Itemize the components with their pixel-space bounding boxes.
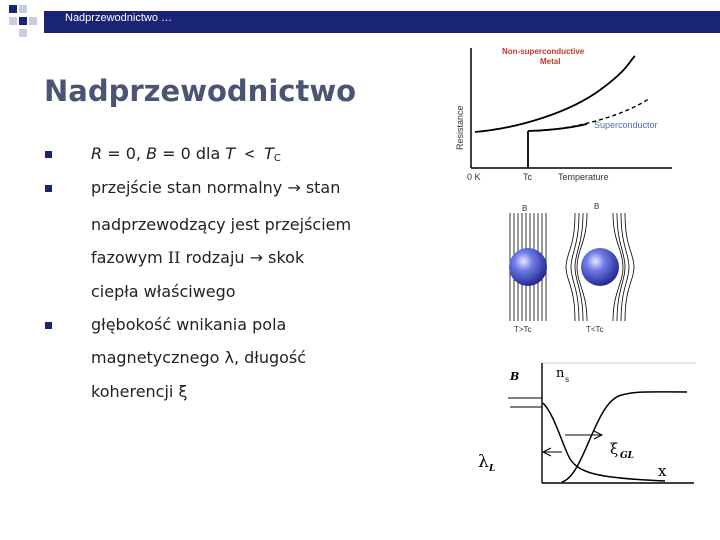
slide-header (0, 0, 720, 38)
superconductor-curve (528, 124, 587, 131)
decor-square (9, 5, 17, 13)
label-superconductor: Superconductor (594, 120, 658, 130)
label-t-above-tc: T>Tc (514, 325, 532, 334)
text-part: fazowym (91, 248, 168, 267)
bullet-3-line-2: magnetycznego λ, długość (91, 348, 307, 367)
label-b-right: B (594, 202, 600, 211)
header-title: Nadprzewodnictwo … (65, 12, 172, 24)
roman-numeral: II (167, 248, 181, 267)
symbol-t: T (225, 144, 236, 163)
bullet-marker (45, 151, 52, 158)
label-lambda-subscript: L (489, 464, 496, 474)
decor-square (29, 17, 37, 25)
text-part: < (235, 144, 265, 163)
label-b: B (510, 370, 520, 383)
symbol-t: T (264, 144, 274, 163)
label-xi: ξ (610, 440, 619, 458)
bullet-1-text (91, 144, 281, 163)
subscript-c: C (273, 153, 281, 164)
bullet-2-line-3 (91, 248, 304, 267)
penetration-coherence-figure (470, 355, 700, 485)
sphere-superconducting-state (581, 248, 619, 286)
bullet-marker (45, 185, 52, 192)
bullet-2-line-1: przejście stan normalny → stan (91, 178, 341, 197)
page-title: Nadprzewodnictwo (44, 74, 357, 108)
text-part: rodzaju → skok (180, 248, 305, 267)
bullet-3-line-1: głębokość wnikania pola (91, 315, 287, 334)
label-xi-subscript: GL (620, 451, 635, 461)
bullet-3-line-3: koherencji ξ (91, 382, 188, 401)
sphere-normal-state (509, 248, 547, 286)
decor-square (19, 5, 27, 13)
text-part: = 0 dla (157, 144, 226, 163)
symbol-r: R (91, 144, 103, 163)
label-ns-subscript: s (565, 375, 570, 384)
x-axis-label: Temperature (558, 172, 609, 182)
label-metal: Metal (540, 57, 561, 66)
text-part: = 0, (102, 144, 147, 163)
y-axis-label: Resistance (455, 105, 465, 150)
symbol-b: B (146, 144, 158, 163)
bullet-marker (45, 322, 52, 329)
label-t-below-tc: T<Tc (586, 325, 604, 334)
label-ns: n (556, 366, 565, 381)
decor-square (19, 17, 27, 25)
label-b-left: B (522, 204, 528, 213)
label-x: x (658, 462, 667, 480)
field-b-curve (543, 403, 665, 481)
tick-0k: 0 K (467, 172, 481, 182)
bullet-2-line-4: ciepła właściwego (91, 282, 236, 301)
tick-tc: Tc (523, 172, 532, 182)
decor-square (9, 17, 17, 25)
resistance-temperature-figure (450, 40, 690, 190)
meissner-effect-figure (500, 198, 650, 338)
label-lambda: λ (478, 452, 489, 472)
bullet-2-line-2: nadprzewodzący jest przejściem (91, 215, 352, 234)
decor-square (19, 29, 27, 37)
label-non-superconductive: Non-superconductive (502, 47, 585, 56)
